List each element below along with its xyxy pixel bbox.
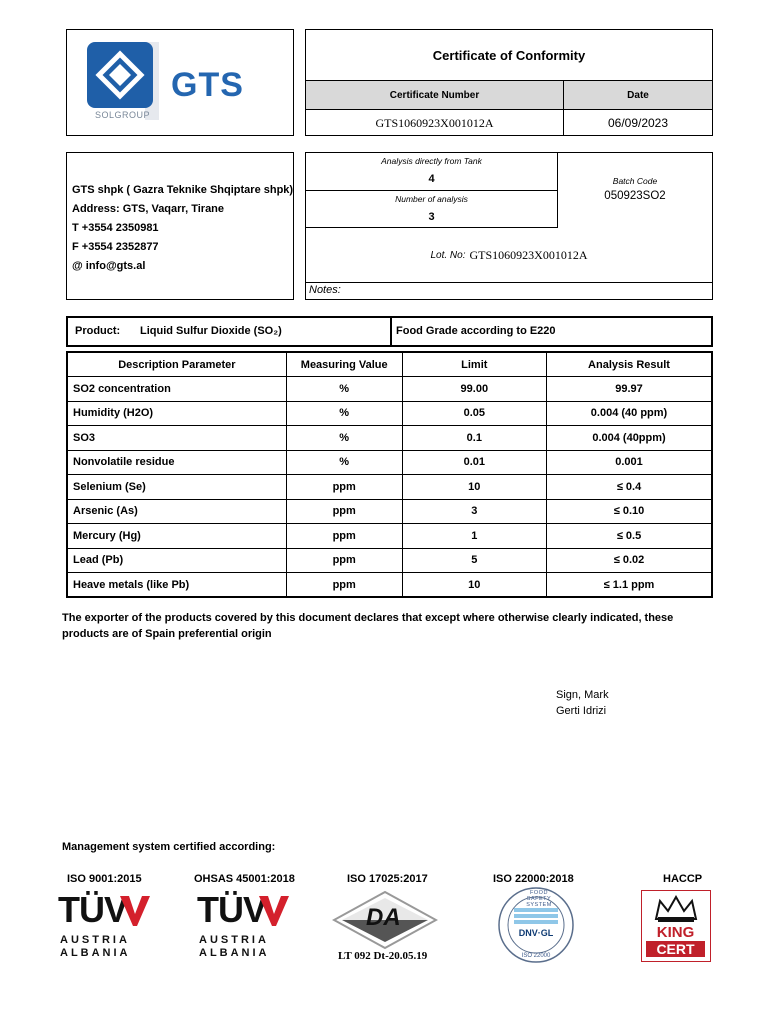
gts-logo-icon [87, 42, 153, 108]
row-unit: % [286, 377, 402, 402]
row-result: 0.004 (40ppm) [547, 426, 712, 451]
dnv-text: DNV·GL [518, 928, 554, 938]
row-unit: % [286, 401, 402, 426]
table-row [67, 573, 712, 598]
row-unit: ppm [286, 524, 402, 549]
king-cert-logo [641, 890, 711, 962]
row-limit: 1 [402, 524, 546, 549]
row-result: 0.004 (40 ppm) [547, 401, 712, 426]
tuv-logo-1 [58, 889, 153, 962]
tuv-line1: AUSTRIA [60, 934, 130, 946]
company-logo-box [66, 29, 294, 136]
row-result: 0.001 [547, 450, 712, 475]
row-limit: 3 [402, 499, 546, 524]
row-result: ≤ 0.02 [547, 548, 712, 573]
batch-code-label: Batch Code [612, 176, 658, 186]
row-parameter: Arsenic (As) [67, 499, 286, 524]
certificate-header-row [306, 81, 712, 110]
row-unit: ppm [286, 475, 402, 500]
tank-value: 4 [428, 173, 435, 185]
table-row [67, 401, 712, 426]
product-bar [66, 316, 713, 347]
ohsas-label: OHSAS 45001:2018 [194, 873, 295, 885]
product-value: Liquid Sulfur Dioxide (SO₂) [140, 325, 282, 337]
iso9001-label: ISO 9001:2015 [67, 873, 142, 885]
certificate-date-label: Date [627, 90, 649, 101]
analysis-box [305, 152, 713, 300]
dnv-ring-text: FOOD SAFETY SYSTEM [526, 890, 552, 908]
row-parameter: Heave metals (like Pb) [67, 573, 286, 598]
row-limit: 10 [402, 573, 546, 598]
row-result: ≤ 1.1 ppm [547, 573, 712, 598]
row-parameter: Humidity (H2O) [67, 401, 286, 426]
row-unit: ppm [286, 548, 402, 573]
tuv-line2: ALBANIA [199, 947, 270, 959]
table-row [67, 475, 712, 500]
certificate-number-label: Certificate Number [306, 81, 564, 110]
table-row [67, 426, 712, 451]
table-row [67, 377, 712, 402]
row-limit: 10 [402, 475, 546, 500]
row-parameter: Selenium (Se) [67, 475, 286, 500]
row-parameter: Lead (Pb) [67, 548, 286, 573]
certificate-number-value: GTS1060923X001012A [306, 110, 564, 136]
row-limit: 5 [402, 548, 546, 573]
certificate-header-box [305, 29, 713, 136]
company-fax: F +3554 2352877 [72, 241, 159, 253]
table-row [67, 548, 712, 573]
company-name: GTS shpk ( Gazra Teknike Shqiptare shpk) [72, 184, 294, 196]
tuv-word: TÜV [197, 889, 266, 930]
col-description: Description Parameter [67, 352, 286, 377]
col-analysis-result: Analysis Result [547, 352, 712, 377]
row-unit: % [286, 450, 402, 475]
notes-label: Notes: [309, 284, 341, 296]
iso22000-label: ISO 22000:2018 [493, 873, 574, 885]
king-text: KING [656, 924, 695, 941]
row-unit: ppm [286, 573, 402, 598]
company-address: Address: GTS, Vaqarr, Tirane [72, 203, 225, 215]
row-parameter: Nonvolatile residue [67, 450, 286, 475]
tuv-word: TÜV [58, 889, 127, 930]
certificate-date-value: 06/09/2023 [607, 116, 669, 130]
cert-text: CERT [646, 941, 705, 957]
iso17025-label: ISO 17025:2017 [347, 873, 428, 885]
crown-icon [654, 895, 698, 923]
col-limit: Limit [402, 352, 546, 377]
row-parameter: SO3 [67, 426, 286, 451]
tuv-line1: AUSTRIA [199, 934, 269, 946]
row-limit: 99.00 [402, 377, 546, 402]
logo-text: GTS [171, 66, 244, 104]
table-header-row [67, 352, 712, 377]
lot-value: GTS1060923X001012A [469, 247, 588, 262]
row-parameter: SO2 concentration [67, 377, 286, 402]
row-result: ≤ 0.10 [547, 499, 712, 524]
row-limit: 0.01 [402, 450, 546, 475]
analysis-table [66, 351, 713, 598]
row-unit: ppm [286, 499, 402, 524]
management-title: Management system certified according: [62, 841, 276, 853]
tank-label: Analysis directly from Tank [381, 156, 482, 166]
product-divider [390, 318, 392, 345]
tuv-line2: ALBANIA [60, 947, 131, 959]
tuv-logo-2 [197, 889, 292, 962]
logo-subtext: SOLGROUP [95, 110, 151, 120]
col-measuring-value: Measuring Value [286, 352, 402, 377]
row-result: ≤ 0.4 [547, 475, 712, 500]
table-row [67, 450, 712, 475]
table-row [67, 524, 712, 549]
row-parameter: Mercury (Hg) [67, 524, 286, 549]
lot-label: Lot. No: [430, 249, 466, 261]
product-label: Product: [75, 325, 121, 337]
batch-code-value: 050923SO2 [604, 190, 666, 202]
analysis-number-label: Number of analysis [395, 194, 468, 204]
dnv-bottom-text: ISO 22000 [521, 953, 551, 959]
company-email: @ info@gts.al [72, 260, 146, 272]
da-caption: LT 092 Dt-20.05.19 [338, 950, 428, 962]
origin-declaration: The exporter of the products covered by this document declares that except where otherwise clearly indicated, these products are of Spain preferential origin [62, 612, 674, 640]
da-text: DA [366, 904, 401, 931]
dnv-gl-logo [497, 886, 575, 964]
row-limit: 0.05 [402, 401, 546, 426]
row-result: ≤ 0.5 [547, 524, 712, 549]
company-phone: T +3554 2350981 [72, 222, 159, 234]
tuv-check-icon [120, 894, 150, 926]
tuv-check-icon [259, 894, 289, 926]
certificate-title: Certificate of Conformity [306, 30, 712, 81]
da-accreditation-logo [332, 890, 438, 950]
row-limit: 0.1 [402, 426, 546, 451]
row-result: 99.97 [547, 377, 712, 402]
haccp-label: HACCP [663, 873, 703, 885]
product-grade: Food Grade according to E220 [396, 325, 556, 337]
company-address-box [66, 152, 294, 300]
row-unit: % [286, 426, 402, 451]
lot-number [306, 228, 712, 283]
table-row [67, 499, 712, 524]
analysis-counts [306, 153, 558, 228]
analysis-number-value: 3 [428, 211, 435, 223]
signer-name: Gerti Idrizi [556, 705, 607, 717]
sign-label: Sign, Mark [556, 689, 609, 701]
analysis-divider [306, 190, 557, 191]
